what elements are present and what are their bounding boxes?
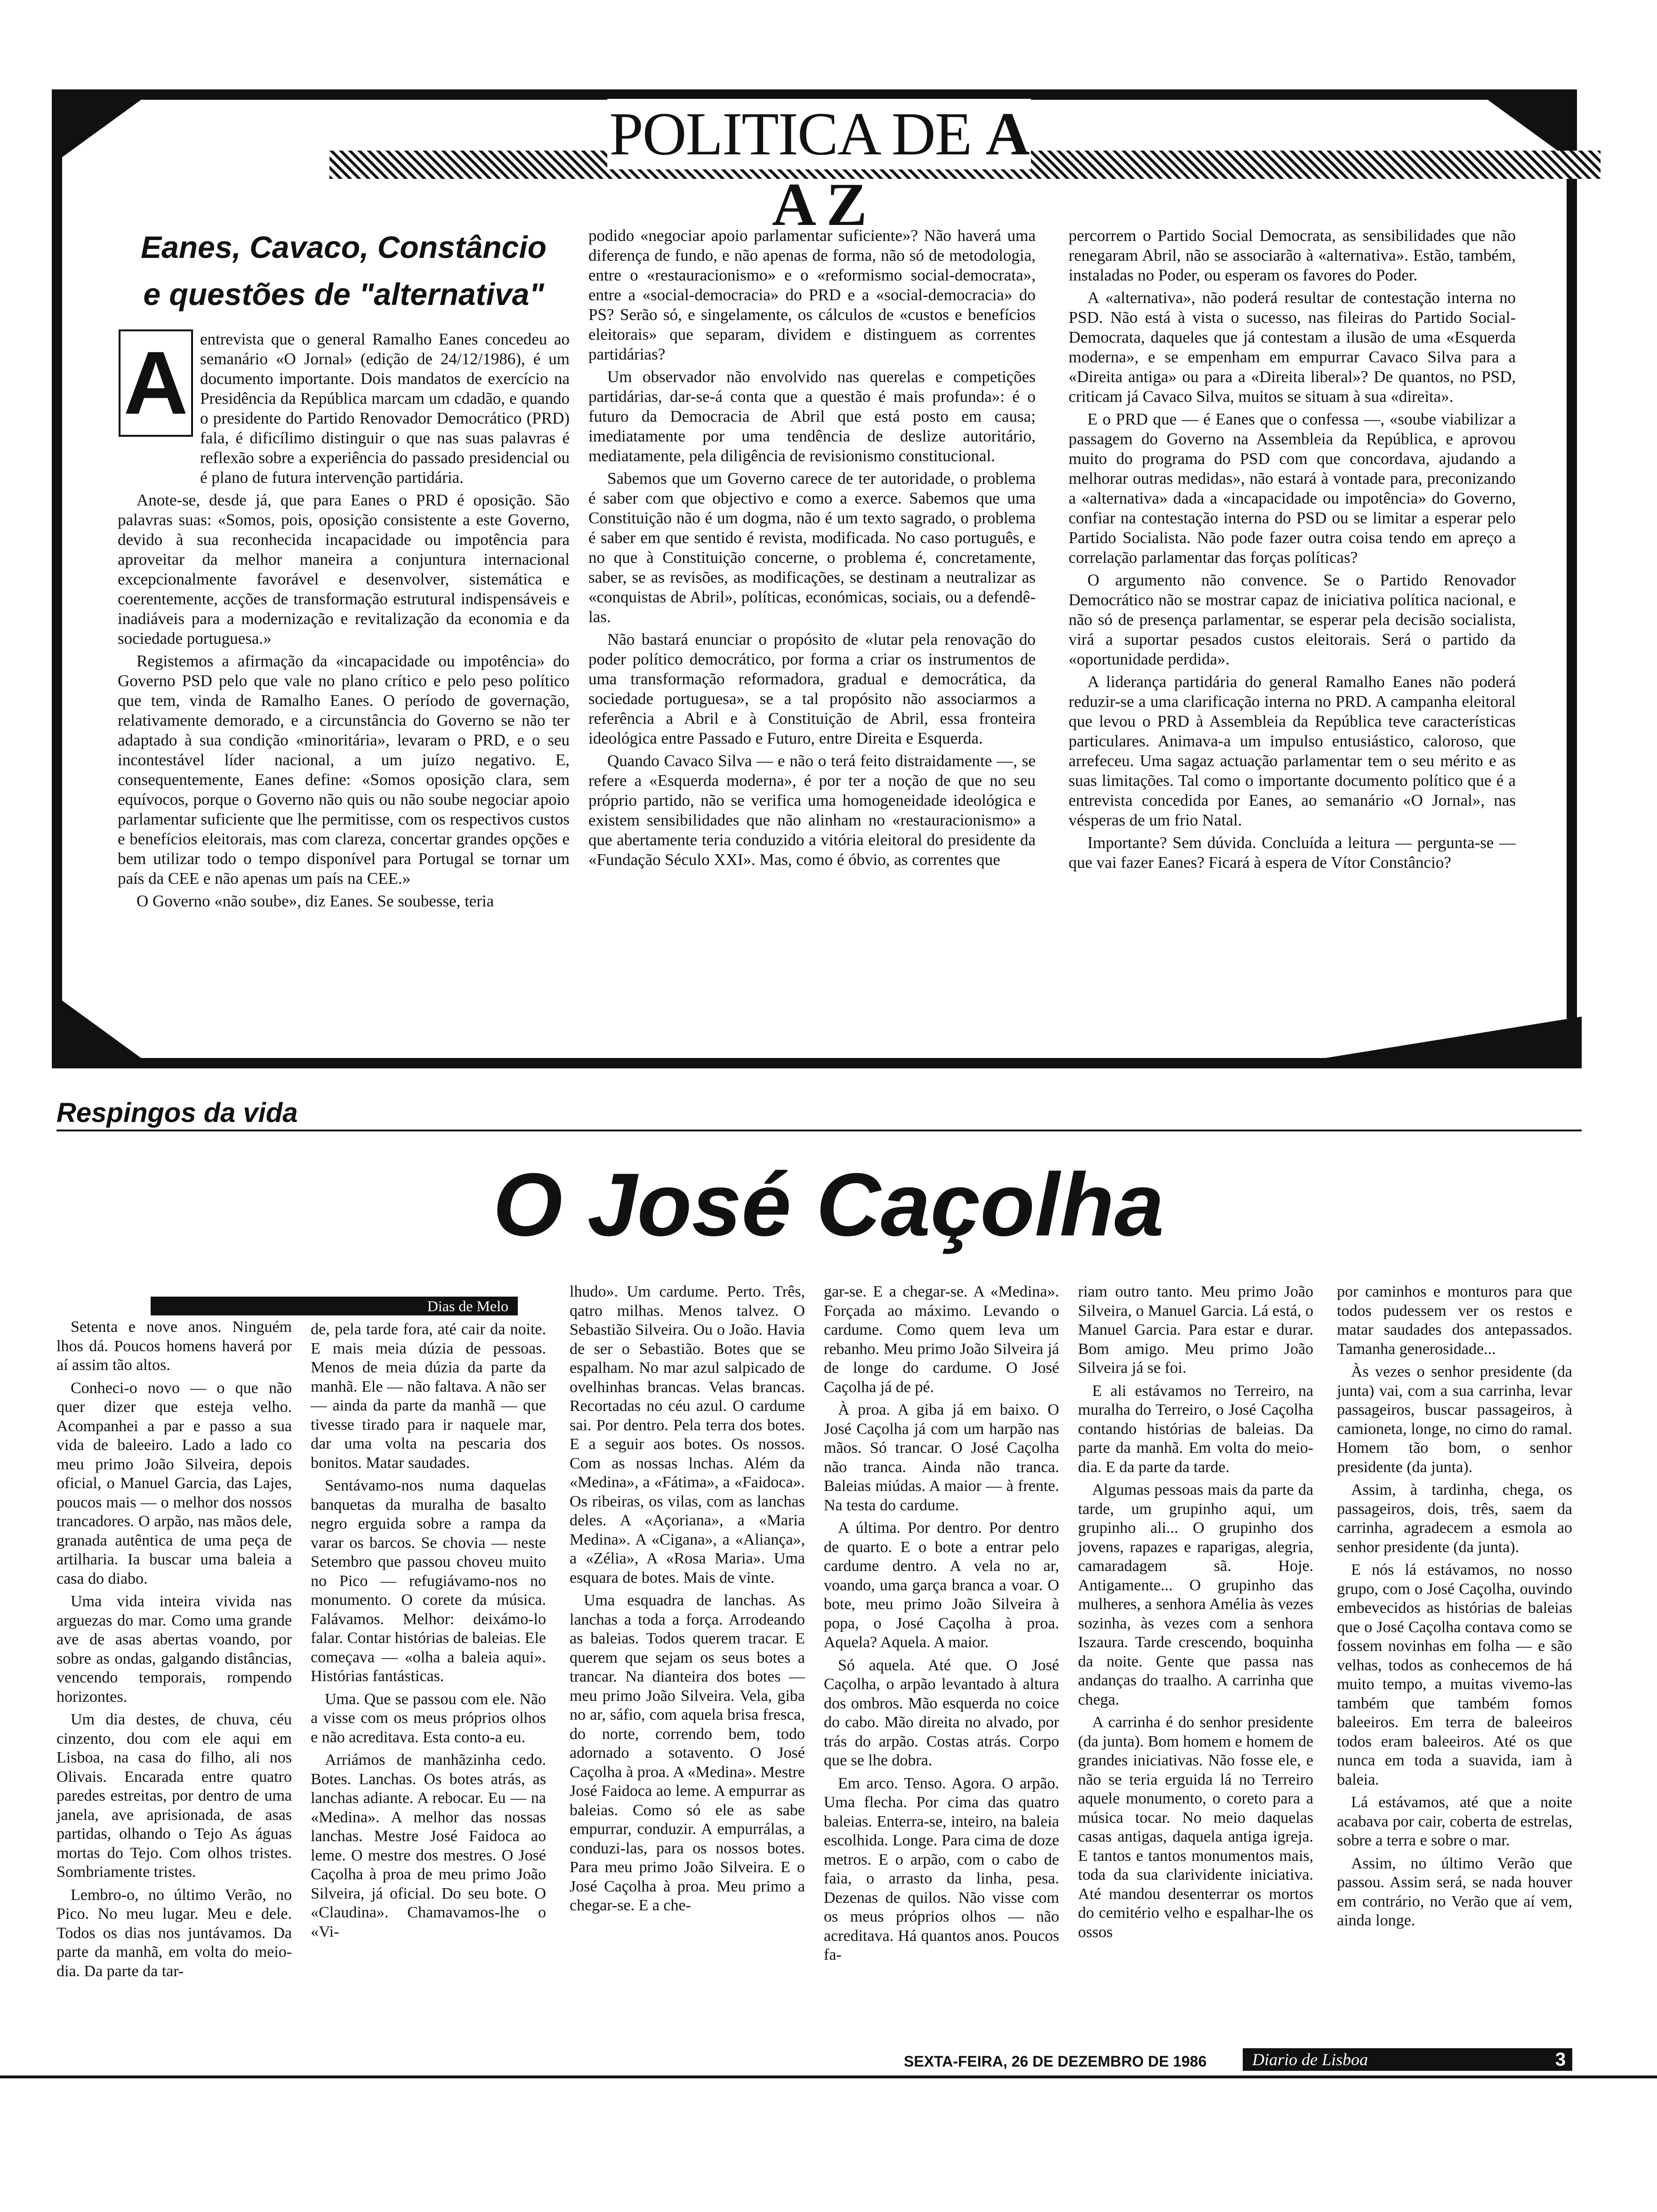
paragraph: Arriámos de manhãzinha cedo. Botes. Lanchas. Os botes atrás, as lanchas adiante. A rebocar. Eu — na «Medina». A melhor das nossas lanchas. Mestre José Faidoca ao leme. O mestre dos mestres. O José Caçolha à proa de meu primo João Silveira, já oficial. Do seu bote. O «Claudina». Chamavamos-lhe o «Vi-: [311, 1751, 546, 1940]
footer-rule: [0, 2076, 1657, 2078]
paragraph: de, pela tarde fora, até cair da noite. E mais meia dúzia de pessoas. Menos de meia dúzia da parte da manhã. Ele — não faltava. A não ser — ainda da parte da manhã — que tivesse tirado para ir naquele mar, dar uma volta na pescaria dos bonitos. Matar saudades.: [311, 1321, 546, 1472]
paragraph: Às vezes o senhor presidente (da junta) vai, com a sua carrinha, levar passageiros, buscar passageiros, à camioneta, longe, no cimo do ramal. Homem tão bom, o senhor presidente (da junta).: [1337, 1363, 1572, 1476]
article2-column-6: [1337, 1282, 1572, 1934]
paragraph: Setenta e nove anos. Ninguém lhos dá. Poucos homens haverá por aí assim tão altos.: [56, 1318, 292, 1374]
paragraph: A «alternativa», não poderá resultar de contestação interna no PSD. Não está à vista o sucesso, nas fileiras do Partido Social-Democrata, daqueles que já contestam a ilusão de uma «Esquerda moderna», e se empenham em empurrar Cavaco Silva para a «Direita antiga» ou para a «Direita liberal»? De quantos, no PSD, criticam já Cavaco Silva, muitos se situam à sua «direita».: [1069, 289, 1516, 406]
paragraph: Conheci-o novo — o que não quer dizer que esteja velho. Acompanhei a par e passo a sua vida de baleeiro. Lado a lado co meu primo João Silveira, depois oficial, o Manuel Garcia, das Lajes, poucos mais — o melhor dos nossos trancadores. O arpão, nas mãos dele, granada autêntica de uma peça de artilharia. Ia buscar uma baleia a casa do diabo.: [56, 1379, 292, 1587]
paragraph: Lá estávamos, até que a noite acabava por cair, coberta de estrelas, sobre a terra e sobre o mar.: [1337, 1794, 1572, 1849]
frame-corner-bottom-right: [1262, 1017, 1582, 1068]
paragraph: Uma. Que se passou com ele. Não a visse com os meus próprios olhos e não acreditava. Esta conto-a eu.: [311, 1690, 546, 1746]
frame-corner-top-left: [52, 89, 155, 165]
paragraph: Uma esquadra de lanchas. As lanchas a toda a força. Arrodeando as baleias. Todos querem tracar. E querem que sejam os seus botes a trancar. Na dianteira dos botes — meu primo João Silveira. Vela, giba no ar, sáfio, com aquela brisa fresca, do norte, correndo bem, todo adornado a sotavento. O José Caçolha à proa. A «Medina». Mestre José Faidoca ao leme. A empurrar as baleias. Como só ele as sabe empurrar, conduzir. A empurrálas, a conduzi-las, para os nossos botes. Para meu primo João Silveira. E o José Caçolha à proa. Meu primo a chegar-se. E a che-: [570, 1592, 805, 1914]
page-number: 3: [1555, 2049, 1566, 2070]
paragraph: Anote-se, desde já, que para Eanes o PRD é oposição. São palavras suas: «Somos, pois, oposição consistente a este Governo, devido à sua reconhecida incapacidade ou impotência para aproveitar da melhor maneira a conjuntura internacional excepcionalmente favorável e desenvolver, sistemática e coerentemente, acções de transformação estrutural indispensáveis e inadiáveis para a modernização e revitalização da economia e da sociedade portuguesa.»: [118, 491, 570, 648]
article2-column-4: [824, 1282, 1059, 1969]
paragraph: A liderança partidária do general Ramalho Eanes não poderá reduzir-se a uma clarificação interna no PRD. A campanha eleitoral que levou o PRD à Assembleia da República teve características particulares. Animava-a um impulso entusiástico, caloroso, que arrefeceu. Uma sagaz actuação parlamentar tem o seu mérito e as suas limitações. Tal como o importante documento político que é a entrevista concedida por Eanes, ao semanário «O Jornal», nas vésperas de um frio Natal.: [1069, 673, 1516, 829]
paragraph: podido «negociar apoio parlamentar suficiente»? Não haverá uma diferença de fundo, e não apenas de forma, não só de metodologia, entre o «restauracionismo» e o «reformismo social-democrata», entre a «social-democracia» do PRD e a «social-democracia» do PS? Serão só, e singelamente, os cálculos de «custos e benefícios eleitorais» que separam, dividem e distinguem as correntes partidárias?: [588, 226, 1036, 363]
footer-masthead: Diario de Lisboa: [1243, 2048, 1572, 2071]
paragraph: Algumas pessoas mais da parte da tarde, um grupinho aqui, um grupinho ali... O grupinho dos jovens, rapazes e raparigas, alegria, camaradagem sã. Hoje. Antigamente... O grupinho das mulheres, a senhora Amélia às vezes sozinha, às vezes com a senhora Iszaura. Tarde crescendo, boquinha da noite. Gente que passa nas andanças do traalho. A carrinha que chega.: [1078, 1481, 1313, 1708]
paragraph: Sentávamo-nos numa daquelas banquetas da muralha de basalto negro erguida sobre a rampa da varar os barcos. Se chovia — neste Setembro que passou choveu muito no Pico — refugiávamo-nos no monumento. O corete da música. Falávamos. Melhor: deixámo-lo falar. Contar histórias de baleias. Ele começava — «olha a baleia aqui». Histórias fantásticas.: [311, 1477, 546, 1685]
footer-date: SEXTA-FEIRA, 26 DE DEZEMBRO DE 1986: [904, 2053, 1207, 2070]
paragraph: Lembro-o, no último Verão, no Pico. No meu lugar. Meu e dele. Todos os dias nos juntávamos. Da parte da manhã, em volta do meio-dia. Da parte da tar-: [56, 1886, 292, 1980]
paragraph: gar-se. E a chegar-se. A «Medina». Forçada ao máximo. Levando o cardume. Como quem leva um rebanho. Meu primo João Silveira já de longe do cardume. O José Caçolha já de pé.: [824, 1283, 1059, 1396]
section-header: [607, 99, 1031, 239]
article1-column-2: [588, 226, 1036, 873]
paragraph: Sabemos que um Governo carece de ter autoridade, o problema é saber com que objectivo e como a exerce. Sabemos que uma Constituição não é um dogma, não é um texto sagrado, o problema é saber em que sentido é revista, modificada. No caso português, e no que à Constituição concerne, o problema é, concretamente, saber, se as revisões, as modificações, se destinam a neutralizar as «conquistas de Abril», políticas, económicas, sociais, ou a defendê-las.: [588, 469, 1036, 626]
paragraph: lhudo». Um cardume. Perto. Três, qatro milhas. Menos talvez. O Sebastião Silveira. Ou o João. Havia de ser o Sebastião. Botes que se espalham. No mar azul salpicado de ovelhinhas brancas. Velas brancas. Recortadas no céu azul. O cardume sai. Por dentro. Pela terra dos botes. E a seguir aos botes. Os nossos. Com as nossas lnchas. Além da «Medina», a «Fátima», a «Faidoca». Os ribeiras, os vilas, com as lanchas deles. A «Açoriana», a «Maria Medina». A «Cigana», a «Aliança», a «Zélia», A «Rosa Maria». Uma esquara de botes. Mais de vinte.: [570, 1283, 805, 1587]
article2-column-1: [56, 1318, 292, 1985]
paragraph: Um observador não envolvido nas querelas e competições partidárias, dar-se-á conta que a questão é mais profunda»: é o futuro da Democracia de Abril que está posto em causa; imediatamente por uma tendência de deslize autoritário, mediatamente, pela diligência de revisionismo constitucional.: [588, 368, 1036, 465]
article2-column-3: [570, 1282, 805, 1919]
byline: Dias de Melo: [151, 1297, 518, 1315]
paragraph: Quando Cavaco Silva — e não o terá feito distraidamente —, se refere a «Esquerda moderna», é por ter a noção de que no seu próprio partido, não se verifica uma homogeneidade ideológica e existem sensibilidades que não alinham no «restauracionismo» a que abertamente teria conduzido a vitória eleitoral do presidente da «Fundação Século XXI». Mas, como é óbvio, as correntes que: [588, 752, 1036, 869]
paragraph: entrevista que o general Ramalho Eanes concedeu ao semanário «O Jornal» (edição de 24/12/1986), é um documento importante. Dois mandatos de exercício na Presidência da República marcam um cdadão, e quando o presidente do Partido Renovador Democrático (PRD) fala, é dificílimo distinguir o que nas suas palavras é reflexão sobre a experiência do passado presidencial ou é plano de futura intervenção partidária.: [200, 330, 570, 487]
section-header-letters: A A Z: [772, 100, 1029, 239]
paragraph: riam outro tanto. Meu primo João Silveira, o Manuel Garcia. Lá está, o Manuel Garcia. Para estar e durar. Bom amigo. Meu primo João Silveira já se foi.: [1078, 1283, 1313, 1377]
drop-cap: A: [119, 329, 193, 437]
paragraph: Registemos a afirmação da «incapacidade ou impotência» do Governo PSD pelo que vale no plano crítico e pelo peso político que tem, vinda de Ramalho Eanes. O período de governação, relativamente demorado, e a circunstância do Governo se não ter adaptado à sua condição «minoritária», levaram o PRD, e o seu incontestável líder nacional, a um juízo negativo. E, consequentemente, Eanes define: «Somos oposição clara, sem equívocos, porque o Governo não quis ou não soube negociar apoio parlamentar suficiente que lhe permitisse, com os respectivos custos e benefícios eleitorais, mas com clareza, concertar grandes opções e bem utilizar todo o tempo disponível para Portugal se tornar um país da CEE e não apenas um país na CEE.»: [118, 652, 570, 888]
paragraph: E nós lá estávamos, no nosso grupo, com o José Caçolha, ouvindo embevecidos as histórias de baleias que o José Caçolha contava como se fossem novinhas em folha — e são velhas, todos as conhecemos de há muito tempo, a muitas vivemo-las também que também fomos baleeiros. Em terra de baleeiros todos eram baleeiros. Até os que nunca em toda a suavida, iam à baleia.: [1337, 1561, 1572, 1788]
frame-corner-bottom-left: [52, 993, 155, 1068]
paragraph: Assim, à tardinha, chega, os passageiros, dois, três, saem da carrinha, agradecem a esmola ao senhor presidente (da junta).: [1337, 1481, 1572, 1556]
article1-column-3: [1069, 226, 1516, 875]
paragraph: Em arco. Tenso. Agora. O arpão. Uma flecha. Por cima das quatro baleias. Enterra-se, inteiro, na baleia escolhida. Longe. Para cima de doze metros. E o arpão, com o cabo de faia, o arrasto da linha, pesa. Dezenas de quilos. Não visse com os meus próprios olhos — não acreditava. Há quantos anos. Poucos fa-: [824, 1774, 1059, 1964]
article-title-line-2: e questões de "alternativa": [143, 277, 544, 312]
section-rule: [56, 1130, 1582, 1131]
paragraph: percorrem o Partido Social Democrata, as sensibilidades que não renegaram Abril, não se associarão à «alternativa». Estão, também, instaladas no Poder, ou esperam os favores do Poder.: [1069, 226, 1516, 284]
article2-column-2: [311, 1320, 546, 1945]
section-header-prefix: POLITICA DE: [609, 100, 986, 168]
paragraph: O Governo «não soube», diz Eanes. Se soubesse, teria: [137, 892, 494, 910]
paragraph: Não bastará enunciar o propósito de «lutar pela renovação do poder político democrático, por forma a criar os instrumentos de uma transformação reformadora, gradual e democrática, da sociedade portuguesa», se a tal propósito não associarmos a referência a Abril e à Constituição de Abril, essa fronteira ideológica entre Passado e Futuro, entre Direita e Esquerda.: [588, 630, 1036, 747]
article-headline: O José Caçolha: [493, 1155, 1164, 1255]
paragraph: A carrinha é do senhor presidente (da junta). Bom homem e homem de grandes iniciativas. Não fosse ele, e não se teria erguida lá no Terreiro aquele monumento, o coreto para a música tocar. No meio daquelas casas antigas, daquela antiga igreja. E tantos e tantos monumentos mais, toda da sua clarividente iniciativa. Até mandou desenterrar os mortos do cemitério velho e espalhar-lhe os ossos: [1078, 1714, 1313, 1941]
paragraph: Assim, no último Verão que passou. Assim será, se nada houver em contrário, no Verão que aí vem, ainda longe.: [1337, 1854, 1572, 1929]
section-label: Respingos da vida: [56, 1098, 298, 1128]
article-title: [118, 224, 570, 318]
paragraph: Importante? Sem dúvida. Concluída a leitura — pergunta-se — que vai fazer Eanes? Ficará à espera de Vítor Constâncio?: [1069, 834, 1516, 872]
paragraph: A última. Por dentro. Por dentro de quarto. E o bote a entrar pelo cardume dentro. A vela no ar, voando, uma garça branca a voar. O bote, meu primo João Silveira à popa, o José Caçolha à proa. Aquela? Aquela. A maior.: [824, 1519, 1059, 1651]
article-title-line-1: Eanes, Cavaco, Constâncio: [141, 230, 547, 264]
paragraph: Uma vida inteira vivida nas arguezas do mar. Como uma grande ave de asas abertas voando, por sobre as ondas, galgando distâncias, vencendo temporais, rompendo horizontes.: [56, 1593, 292, 1706]
paragraph: por caminhos e monturos para que todos pudessem ver os restos e matar saudades dos antepassados. Tamanha generosidade...: [1337, 1283, 1572, 1358]
paragraph: O argumento não convence. Se o Partido Renovador Democrático não se mostrar capaz de iniciativa política nacional, e não só de presença parlamentar, se esperar pela decisão socialista, virá a suportar pesados custos eleitorais. Será o partido da «oportunidade perdida».: [1069, 571, 1516, 668]
paragraph: E o PRD que — é Eanes que o confessa —, «soube viabilizar a passagem do Governo na Assembleia da República, e aprovou muito do programa do PSD com que concordava, ajudando a melhorar outras medidas», não estará à vontade para, preconizando a «alternativa» dada a «incapacidade ou impotência» do Governo, confiar na contestação interna do PSD ou se limitar a esperar pelo Partido Socialista. Não pode fazer outra coisa tendo em apreço a correlação parlamentar das forças políticas?: [1069, 410, 1516, 567]
paragraph: E ali estávamos no Terreiro, na muralha do Terreiro, o José Caçolha contando histórias de baleias. Da parte da manhã. Em volta do meio-dia. E da parte da tarde.: [1078, 1382, 1313, 1476]
article2-column-5: [1078, 1282, 1313, 1946]
paragraph: Um dia destes, de chuva, céu cinzento, dou com ele aqui em Lisboa, na casa do filho, ali nos Olivais. Encarada entre quatro paredes estreitas, por dentro de uma janela, ave aprisionada, de asas partidas, olhando o Tejo As águas mortas do Tejo. Com olhos tristes. Sombriamente tristes.: [56, 1711, 292, 1881]
paragraph: Só aquela. Até que. O José Caçolha, o arpão levantado à altura dos ombros. Mão esquerda no coice do cabo. Mão direita no alvado, por trás do arpão. Costas atrás. Corpo que se lhe dobra.: [824, 1656, 1059, 1769]
paragraph: À proa. A giba já em baixo. O José Caçolha já com um harpão nas mãos. Só trancar. O José Caçolha não tranca. Ainda não tranca. Baleias miúdas. A maior — à frente. Na testa do cardume.: [824, 1401, 1059, 1514]
